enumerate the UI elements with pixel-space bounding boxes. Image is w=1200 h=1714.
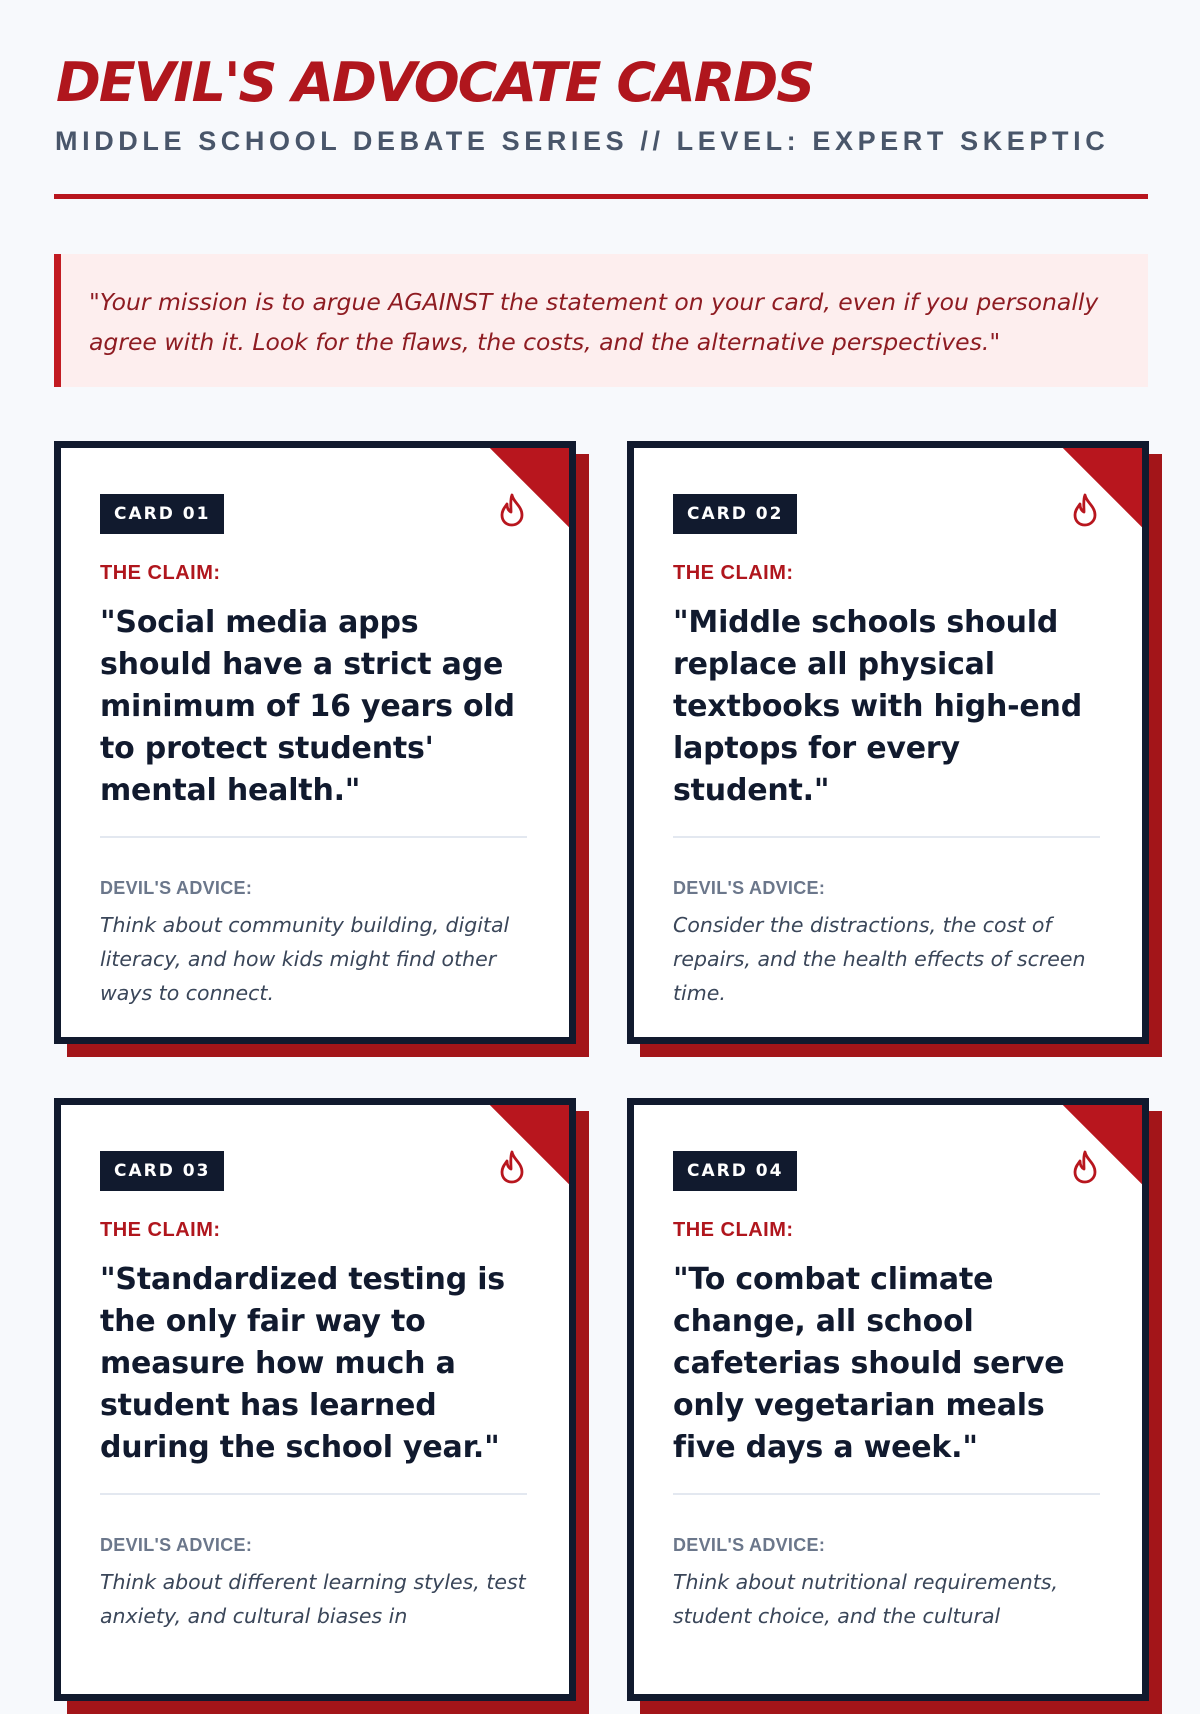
flame-icon xyxy=(497,492,527,528)
card-body xyxy=(627,1098,1149,1701)
debate-card-04 xyxy=(627,1098,1149,1701)
card-body xyxy=(627,441,1149,1044)
claim-label: THE CLAIM: xyxy=(673,1219,794,1241)
card-divider xyxy=(673,836,1100,838)
claim-text: "Standardized testing is the only fair way to measure how much a student has learned during the school year." xyxy=(100,1262,505,1465)
advice-text: Consider the distractions, the cost of repairs, and the health effects of screen time. xyxy=(673,913,1086,1005)
flame-icon xyxy=(497,1149,527,1185)
mission-text: "Your mission is to argue AGAINST the statement on your card, even if you personally agree with it. Look for the flaws, the costs, and the alternative perspectives." xyxy=(89,288,1099,356)
claim-label: THE CLAIM: xyxy=(673,562,794,584)
claim-text: "To combat climate change, all school cafeterias should serve only vegetarian meals five days a week." xyxy=(673,1262,1065,1465)
mission-callout xyxy=(54,254,1148,387)
advice-text: Think about nutritional requirements, student choice, and the cultural xyxy=(673,1570,1059,1628)
card-divider xyxy=(100,1493,527,1495)
advice-text: Think about community building, digital literacy, and how kids might find other ways to connect. xyxy=(100,913,510,1005)
card-badge: CARD 03 xyxy=(100,1151,224,1191)
claim-label: THE CLAIM: xyxy=(100,562,221,584)
claim-text: "Social media apps should have a strict age minimum of 16 years old to protect students' mental health." xyxy=(100,605,515,808)
debate-card-03 xyxy=(54,1098,576,1701)
flame-icon xyxy=(1070,1149,1100,1185)
advice-label: DEVIL'S ADVICE: xyxy=(100,1535,253,1555)
card-divider xyxy=(673,1493,1100,1495)
card-divider xyxy=(100,836,527,838)
advice-label: DEVIL'S ADVICE: xyxy=(673,1535,826,1555)
flame-icon xyxy=(1070,492,1100,528)
advice-label: DEVIL'S ADVICE: xyxy=(673,878,826,898)
claim-text: "Middle schools should replace all physical textbooks with high-end laptops for every student." xyxy=(673,605,1082,808)
advice-text: Think about different learning styles, test anxiety, and cultural biases in xyxy=(100,1570,526,1628)
card-body xyxy=(54,1098,576,1701)
debate-card-01 xyxy=(54,441,576,1044)
card-body xyxy=(54,441,576,1044)
page-subtitle: MIDDLE SCHOOL DEBATE SERIES // LEVEL: EXPERT SKEPTIC xyxy=(55,126,1110,156)
card-badge: CARD 04 xyxy=(673,1151,797,1191)
advice-label: DEVIL'S ADVICE: xyxy=(100,878,253,898)
claim-label: THE CLAIM: xyxy=(100,1219,221,1241)
card-badge: CARD 01 xyxy=(100,494,224,534)
debate-card-02 xyxy=(627,441,1149,1044)
card-badge: CARD 02 xyxy=(673,494,797,534)
header-divider xyxy=(54,194,1148,199)
page-title: DEVIL'S ADVOCATE CARDS xyxy=(56,51,814,114)
